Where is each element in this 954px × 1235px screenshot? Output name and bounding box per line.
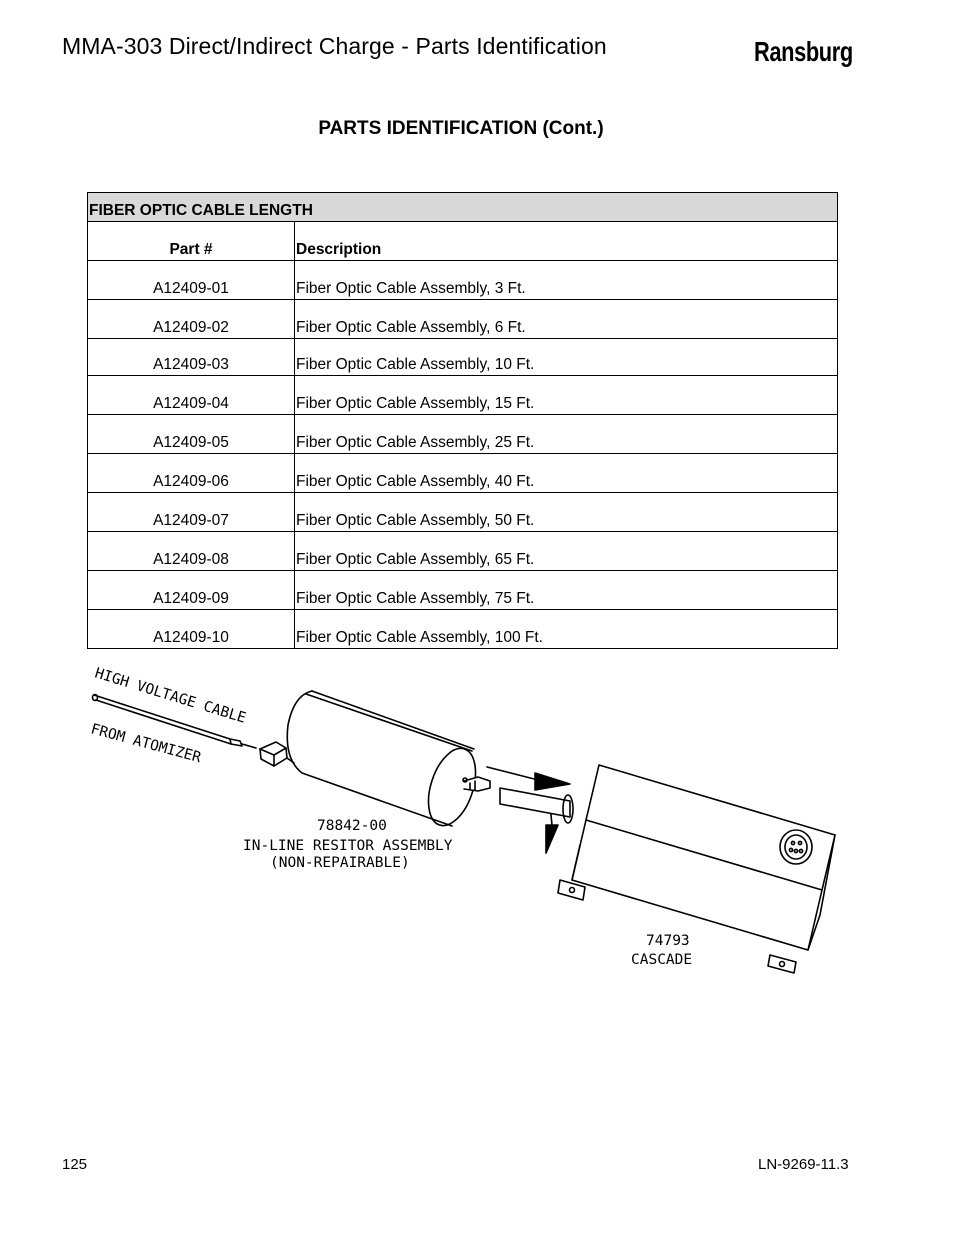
table-row	[88, 571, 838, 610]
part-number: A12409-02	[88, 300, 295, 339]
resistor-name: IN-LINE RESITOR ASSEMBLY	[243, 838, 453, 854]
part-description: Fiber Optic Cable Assembly, 75 Ft.	[295, 571, 838, 610]
cable-label-line-1: HIGH VOLTAGE CABLE	[92, 665, 248, 727]
assembly-arrow	[487, 767, 570, 790]
table-row	[88, 454, 838, 493]
table-row	[88, 532, 838, 571]
document-code: LN-9269-11.3	[758, 1156, 849, 1173]
part-number: A12409-06	[88, 454, 295, 493]
part-number: A12409-10	[88, 610, 295, 649]
column-header-description: Description	[295, 222, 838, 261]
resistor-note: (NON-REPAIRABLE)	[270, 855, 410, 871]
parts-diagram	[80, 655, 850, 985]
part-number: A12409-04	[88, 376, 295, 415]
table-row	[88, 300, 838, 339]
cascade-name: CASCADE	[631, 952, 693, 968]
table-caption: FIBER OPTIC CABLE LENGTH	[88, 193, 838, 222]
part-description: Fiber Optic Cable Assembly, 15 Ft.	[295, 376, 838, 415]
page-number: 125	[62, 1156, 88, 1173]
table-row	[88, 376, 838, 415]
cascade-part-number: 74793	[646, 933, 690, 949]
part-description: Fiber Optic Cable Assembly, 3 Ft.	[295, 261, 838, 300]
part-number: A12409-07	[88, 493, 295, 532]
resistor-part-number: 78842-00	[317, 818, 387, 834]
part-number: A12409-03	[88, 339, 295, 376]
part-description: Fiber Optic Cable Assembly, 25 Ft.	[295, 415, 838, 454]
part-number: A12409-09	[88, 571, 295, 610]
part-description: Fiber Optic Cable Assembly, 50 Ft.	[295, 493, 838, 532]
parts-table	[87, 192, 838, 649]
cable-label-line-2: FROM ATOMIZER	[88, 721, 203, 767]
part-description: Fiber Optic Cable Assembly, 65 Ft.	[295, 532, 838, 571]
table-row	[88, 610, 838, 649]
part-description: Fiber Optic Cable Assembly, 6 Ft.	[295, 300, 838, 339]
document-title: MMA-303 Direct/Indirect Charge - Parts Identification	[62, 33, 607, 59]
brand-logo: Ransburg	[754, 36, 853, 67]
part-number: A12409-01	[88, 261, 295, 300]
part-description: Fiber Optic Cable Assembly, 100 Ft.	[295, 610, 838, 649]
table-row	[88, 261, 838, 300]
part-description: Fiber Optic Cable Assembly, 40 Ft.	[295, 454, 838, 493]
table-row	[88, 493, 838, 532]
column-header-part: Part #	[88, 222, 295, 261]
part-number: A12409-05	[88, 415, 295, 454]
part-description: Fiber Optic Cable Assembly, 10 Ft.	[295, 339, 838, 376]
section-title: PARTS IDENTIFICATION (Cont.)	[318, 118, 604, 139]
part-number: A12409-08	[88, 532, 295, 571]
table-row	[88, 339, 838, 376]
in-line-resistor-assembly	[287, 691, 490, 832]
table-row	[88, 415, 838, 454]
